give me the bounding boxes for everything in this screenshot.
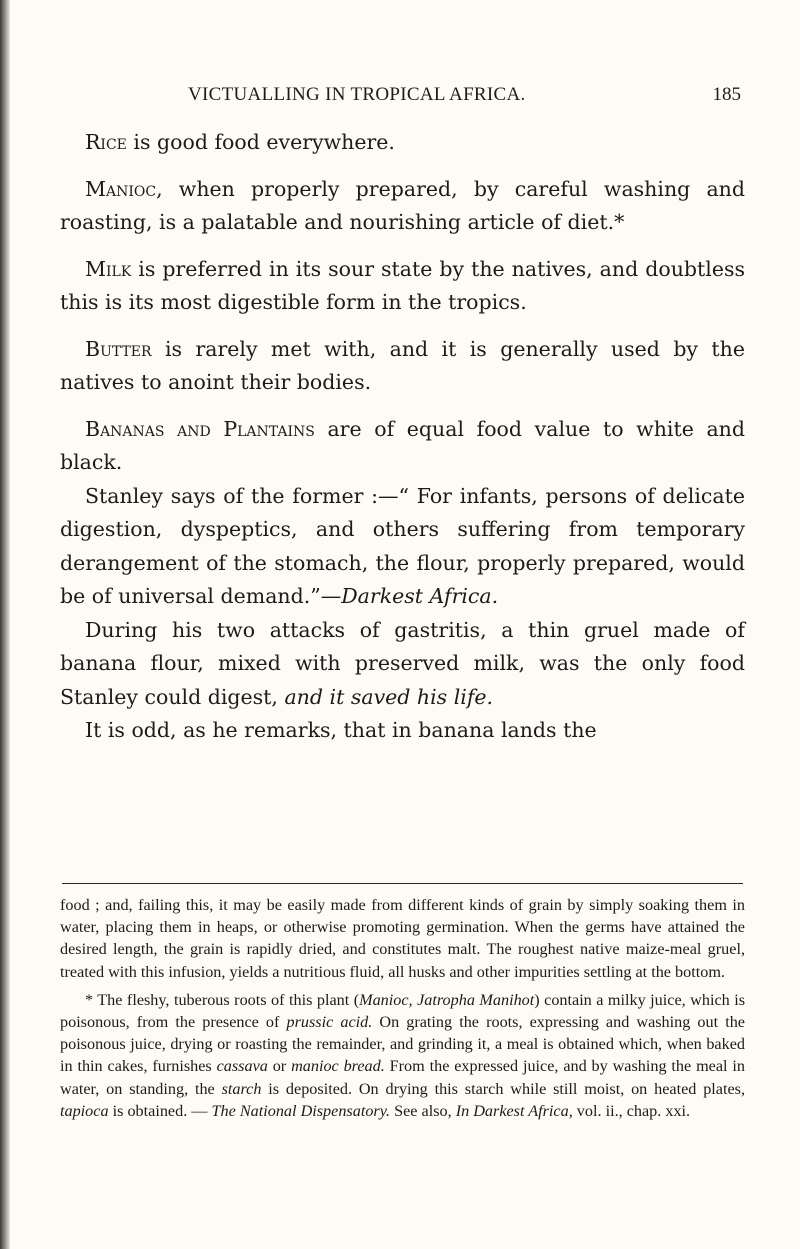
term-milk: Milk — [85, 256, 132, 281]
fn-text-h: See also, — [390, 1101, 456, 1120]
footnote-continued: food ; and, failing this, it may be easily made from different kinds of grain by simply soaking them in water, placing them in heaps, or otherwise promoting germination. When the germs have attained the desired length, the grain is rapidly dried, and constitutes malt. The roughest native maize-meal gruel, treated with this infusion, yields a nutritious fluid, all husks and other impurities settling at the bottom. — [60, 896, 745, 981]
paragraph-butter-text: is rarely met with, and it is generally used by the natives to anoint their bodies. — [60, 336, 745, 394]
paragraph-butter — [60, 333, 745, 400]
fn-prussic-acid: prussic acid. — [286, 1013, 373, 1032]
running-head — [60, 84, 745, 112]
body-text — [60, 126, 745, 748]
fn-text-e: From the expressed juice, and by washing the meal in water, on standing, the — [60, 1057, 745, 1098]
term-rice: Rice — [85, 130, 127, 154]
fn-text-b: ) contain a milky juice, which is poisonous, from the presence of — [60, 990, 745, 1032]
page-number: 185 — [712, 84, 741, 105]
paragraph-banana-lands — [60, 714, 745, 748]
paragraph-rice-text: is good food everywhere. — [126, 130, 395, 154]
fn-cassava: cassava — [216, 1057, 268, 1076]
paragraph-bananas — [60, 413, 745, 480]
page-binding-edge — [0, 0, 10, 1249]
gastritis-emphasis: and it saved his life. — [284, 684, 494, 709]
quote-source: Darkest Africa. — [341, 584, 499, 608]
footnote-rule — [62, 883, 743, 884]
paragraph-stanley-quote — [60, 480, 745, 614]
fn-source-darkest-africa: In Darkest Africa, — [455, 1101, 573, 1120]
paragraph-manioc — [60, 173, 745, 240]
paragraph-bananas-text: are of equal food value to white and black. — [60, 416, 746, 474]
gastritis-text: During his two attacks of gastritis, a thin gruel made of banana flour, mixed with preserved milk, was the only food Stanley could digest, — [60, 617, 745, 709]
fn-botanical-name: Manioc, Jatropha Manihot — [359, 990, 535, 1009]
paragraph-manioc-text: , when properly prepared, by careful washing and roasting, is a palatable and nourishing article of diet.* — [60, 176, 745, 234]
footnotes — [60, 894, 745, 1122]
stanley-quote-text: Stanley says of the former :—“ For infants, persons of delicate digestion, dyspeptics, and others suffering from temporary derangement of the stomach, the flour, properly prepared, would be of universal demand.”— — [60, 483, 745, 608]
paragraph-gastritis — [60, 614, 745, 715]
fn-text-c: On grating the roots, expressing and washing out the poisonous juice, drying or roasting the remainder, and grinding it, a meal is obtained which, when baked in thin cakes, furnishes — [60, 1013, 745, 1076]
fn-starch: starch — [221, 1079, 262, 1098]
fn-source-dispensatory: The National Dispensatory. — [211, 1101, 391, 1120]
fn-text-d: or — [267, 1057, 292, 1076]
term-butter: Butter — [85, 336, 152, 361]
running-title: VICTUALLING IN TROPICAL AFRICA. — [188, 84, 526, 105]
paragraph-milk-text: is preferred in its sour state by the natives, and doubtless this is its most digestible form in the tropics. — [60, 256, 745, 314]
fn-text-i: vol. ii., chap. xxi. — [572, 1101, 691, 1120]
fn-manioc-bread: manioc bread. — [291, 1057, 385, 1076]
banana-lands-text: It is odd, as he remarks, that in banana lands the — [85, 718, 597, 742]
paragraph-rice — [60, 126, 745, 160]
fn-text-a: * The fleshy, tuberous roots of this plant ( — [85, 990, 360, 1009]
paragraph-milk — [60, 253, 745, 320]
term-manioc: Manioc — [85, 176, 157, 201]
term-bananas-plantains: Bananas and Plantains — [85, 416, 315, 441]
fn-text-f: is deposited. On drying this starch while still moist, on heated plates, — [261, 1079, 745, 1098]
fn-tapioca: tapioca — [60, 1101, 109, 1120]
fn-text-g: is obtained. — — [108, 1101, 212, 1120]
footnote-manioc — [60, 989, 745, 1122]
